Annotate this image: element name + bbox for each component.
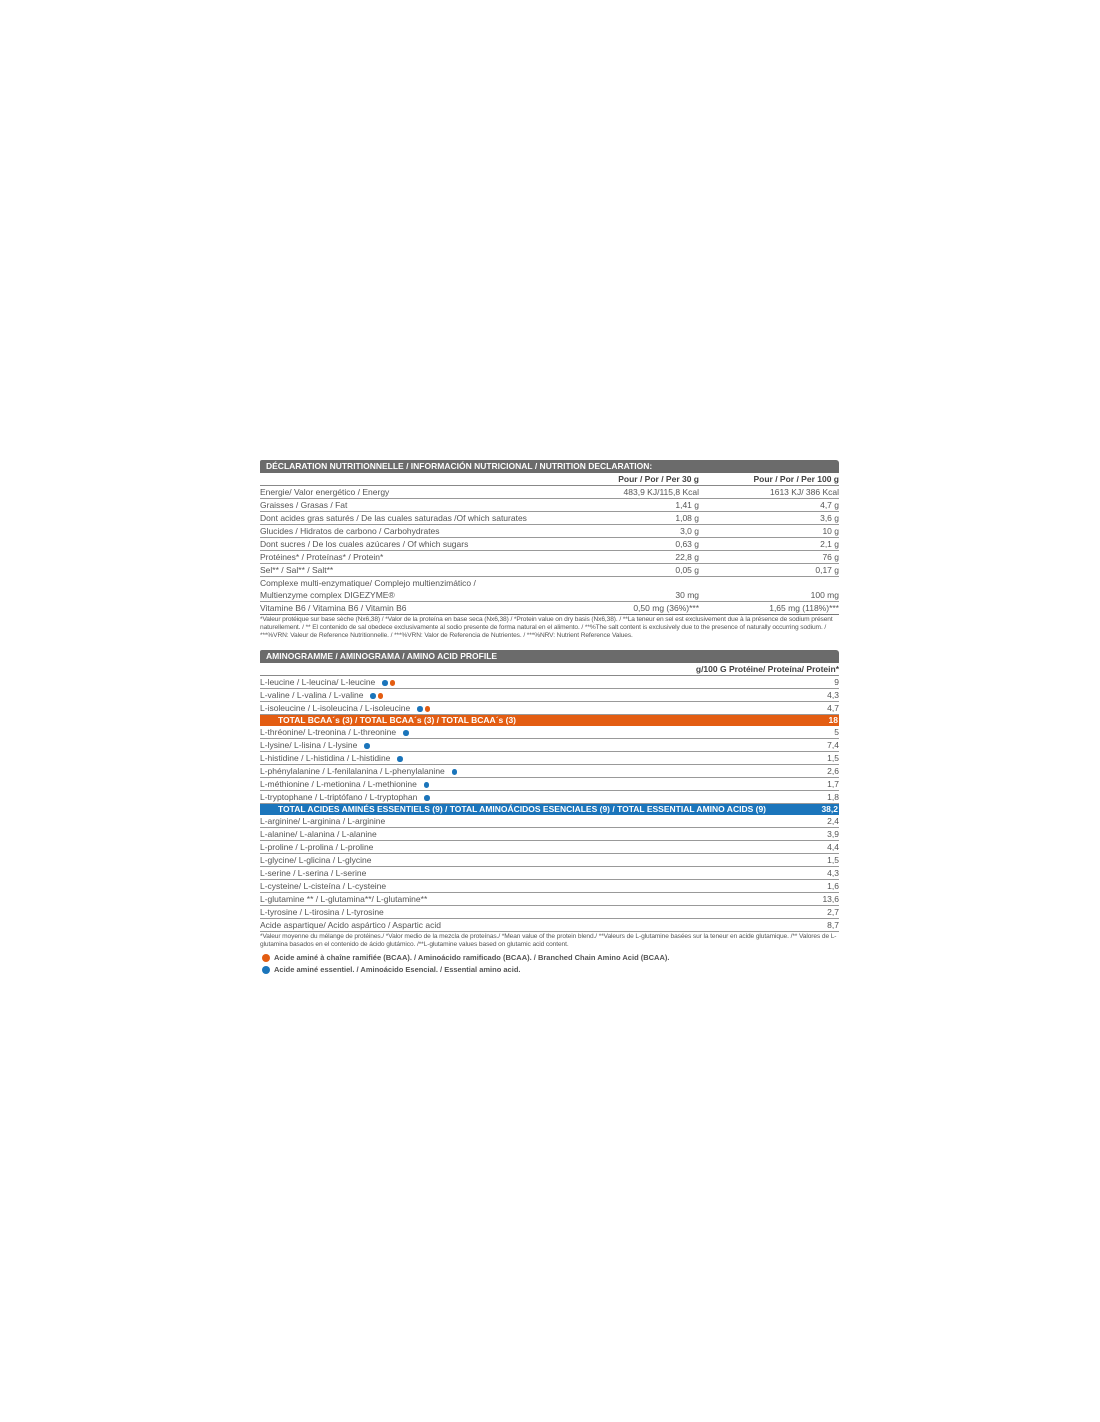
amino-value: 4,3 — [827, 868, 839, 878]
nutrition-row — [260, 538, 839, 551]
amino-label — [260, 702, 779, 714]
nutrition-rows — [260, 486, 839, 577]
bcaa-dot-icon — [390, 680, 396, 686]
essential-dot-icon — [397, 756, 403, 762]
nutrient-per-30g: 0,63 g — [675, 539, 699, 549]
amino-essential-rows — [260, 726, 839, 804]
amino-label — [260, 791, 779, 803]
amino-row — [260, 689, 839, 702]
amino-row — [260, 893, 839, 906]
amino-name: L-cysteine/ L-cisteína / L-cysteine — [260, 881, 387, 891]
amino-markers — [450, 766, 458, 776]
bcaa-dot-icon — [425, 706, 431, 712]
essential-legend-dot-icon — [262, 966, 270, 974]
amino-label — [260, 726, 779, 738]
amino-name: L-lysine/ L-lisina / L-lysine — [260, 740, 358, 750]
legend-text: Acide aminé à chaîne ramifiée (BCAA). / Aminoácido ramificado (BCAA). / Branched Chain Amino Acid (BCAA). — [274, 953, 670, 962]
amino-profile-header: AMINOGRAMME / AMINOGRAMA / AMINO ACID PROFILE — [260, 650, 839, 663]
amino-row — [260, 841, 839, 854]
amino-name: L-valine / L-valina / L-valine — [260, 690, 364, 700]
nutrient-label: Glucides / Hidratos de carbono / Carbohydrates — [260, 526, 440, 536]
amino-label — [260, 919, 779, 931]
nutrition-row — [260, 564, 839, 577]
amino-name: L-méthionine / L-metionina / L-methionine — [260, 779, 417, 789]
amino-value: 4,7 — [827, 703, 839, 713]
total-essential-value: 38,2 — [821, 804, 838, 814]
amino-label — [260, 689, 779, 701]
amino-value: 7,4 — [827, 740, 839, 750]
amino-value: 4,4 — [827, 842, 839, 852]
amino-row — [260, 919, 839, 932]
amino-name: L-serine / L-serina / L-serine — [260, 868, 367, 878]
amino-row — [260, 867, 839, 880]
amino-label — [260, 815, 779, 827]
amino-column-header: g/100 G Protéine/ Proteína/ Protein* — [260, 663, 839, 676]
nutrient-per-30g: 1,41 g — [675, 500, 699, 510]
amino-name: L-isoleucine / L-isoleucina / L-isoleucine — [260, 703, 411, 713]
nutrient-per-100g: 1613 KJ/ 386 Kcal — [770, 487, 839, 497]
amino-name: Acide aspartique/ Acido aspártico / Aspartic acid — [260, 920, 441, 930]
amino-markers — [401, 727, 409, 737]
amino-label — [260, 828, 779, 840]
amino-name: L-glycine/ L-glicina / L-glycine — [260, 855, 372, 865]
amino-value: 1,5 — [827, 855, 839, 865]
amino-row — [260, 702, 839, 715]
amino-label — [260, 739, 779, 751]
essential-dot-icon — [424, 782, 430, 788]
nutrition-row — [260, 499, 839, 512]
amino-value: 2,4 — [827, 816, 839, 826]
per-100g-header: Pour / Por / Per 100 g — [753, 474, 839, 484]
nutrient-label: Dont sucres / De los cuales azúcares / Of which sugars — [260, 539, 469, 549]
amino-value: 4,3 — [827, 690, 839, 700]
nutrient-label: Sel** / Sal** / Salt** — [260, 565, 334, 575]
total-bcaa-label: TOTAL BCAA´s (3) / TOTAL BCAA´s (3) / TOTAL BCAA´s (3) — [278, 715, 517, 725]
nutrient-label: Protéines* / Proteínas* / Protein* — [260, 552, 384, 562]
amino-name: L-histidine / L-histidina / L-histidine — [260, 753, 391, 763]
amino-markers — [422, 779, 430, 789]
nutrition-panel — [260, 460, 839, 976]
amino-value: 1,7 — [827, 779, 839, 789]
nutrition-row — [260, 525, 839, 538]
amino-label — [260, 854, 779, 866]
amino-name: L-thréonine/ L-treonina / L-threonine — [260, 727, 397, 737]
essential-dot-icon — [364, 743, 370, 749]
per-30g-header: Pour / Por / Per 30 g — [618, 474, 699, 484]
amino-label — [260, 906, 779, 918]
amino-markers — [415, 703, 430, 713]
amino-row — [260, 880, 839, 893]
legend-text: Acide aminé essentiel. / Aminoácido Esencial. / Essential amino acid. — [274, 965, 521, 974]
amino-name: L-arginine/ L-arginina / L-arginine — [260, 816, 386, 826]
amino-row — [260, 752, 839, 765]
amino-markers — [362, 740, 370, 750]
nutrition-row — [260, 486, 839, 499]
amino-name: L-phénylalanine / L-fenilalanina / L-phenylalanine — [260, 766, 445, 776]
amino-label — [260, 676, 779, 688]
essential-dot-icon — [382, 680, 388, 686]
amino-value: 2,7 — [827, 907, 839, 917]
nutrient-per-100g: 10 g — [822, 526, 839, 536]
nutrition-row — [260, 551, 839, 564]
essential-dot-icon — [452, 769, 458, 775]
amino-label — [260, 841, 779, 853]
amino-name: L-proline / L-prolina / L-proline — [260, 842, 374, 852]
amino-value: 8,7 — [827, 920, 839, 930]
nutrient-label: Dont acides gras saturés / De las cuales saturadas /Of which saturates — [260, 513, 527, 523]
nutrient-per-30g: 3,0 g — [680, 526, 699, 536]
legend-item — [260, 964, 839, 976]
nutrition-row-vitamin-b6 — [260, 602, 839, 615]
vitamin-label: Vitamine B6 / Vitamina B6 / Vitamin B6 — [260, 603, 407, 613]
legend-item — [260, 952, 839, 964]
bcaa-legend-dot-icon — [262, 954, 270, 962]
nutrient-label: Energie/ Valor energético / Energy — [260, 487, 390, 497]
amino-name: L-alanine/ L-alanina / L-alanine — [260, 829, 377, 839]
nutrient-per-100g: 2,1 g — [820, 539, 839, 549]
amino-value: 9 — [834, 677, 839, 687]
essential-dot-icon — [370, 693, 376, 699]
amino-legend — [260, 952, 839, 976]
amino-value: 2,6 — [827, 766, 839, 776]
amino-row — [260, 739, 839, 752]
amino-markers — [368, 690, 383, 700]
total-essential-bar — [260, 804, 839, 815]
essential-dot-icon — [403, 730, 409, 736]
amino-bcaa-rows — [260, 676, 839, 715]
amino-label — [260, 778, 779, 790]
amino-row — [260, 765, 839, 778]
amino-label — [260, 880, 779, 892]
enzyme-label-line2: Multienzyme complex DIGEZYME® — [260, 590, 395, 600]
amino-markers — [380, 677, 395, 687]
nutrition-row — [260, 512, 839, 525]
amino-value: 1,8 — [827, 792, 839, 802]
amino-value: 1,5 — [827, 753, 839, 763]
amino-row — [260, 778, 839, 791]
nutrient-per-100g: 3,6 g — [820, 513, 839, 523]
amino-value: 13,6 — [822, 894, 839, 904]
amino-markers — [395, 753, 403, 763]
total-bcaa-bar — [260, 715, 839, 726]
essential-dot-icon — [424, 795, 430, 801]
enzyme-per-100g: 100 mg — [810, 590, 839, 600]
amino-row — [260, 815, 839, 828]
nutrition-row-enzyme — [260, 577, 839, 602]
enzyme-per-30g: 30 mg — [675, 590, 699, 600]
amino-name: L-leucine / L-leucina/ L-leucine — [260, 677, 376, 687]
amino-name: L-tyrosine / L-tirosina / L-tyrosine — [260, 907, 384, 917]
enzyme-label-line1: Complexe multi-enzymatique/ Complejo multienzimático / — [260, 578, 476, 588]
vitamin-per-100g: 1,65 mg (118%)*** — [769, 603, 839, 613]
amino-value: 5 — [834, 727, 839, 737]
amino-row — [260, 791, 839, 804]
nutrient-per-30g: 22,8 g — [675, 552, 699, 562]
nutrient-per-30g: 483,9 KJ/115,8 Kcal — [623, 487, 699, 497]
amino-value: 1,6 — [827, 881, 839, 891]
amino-name: L-glutamine ** / L-glutamina**/ L-glutamine** — [260, 894, 428, 904]
amino-markers — [422, 792, 430, 802]
amino-label — [260, 867, 779, 879]
nutrient-label: Graisses / Grasas / Fat — [260, 500, 348, 510]
amino-row — [260, 854, 839, 867]
nutrient-per-100g: 0,17 g — [815, 565, 839, 575]
amino-label — [260, 752, 779, 764]
nutrient-per-100g: 4,7 g — [820, 500, 839, 510]
amino-label — [260, 893, 779, 905]
amino-value: 3,9 — [827, 829, 839, 839]
amino-row — [260, 828, 839, 841]
amino-footnote: *Valeur moyenne du mélange de protéines./ *Valor medio de la mezcla de proteínas./ *Mean value of the protein blend./ **Valeurs de L-glutamine basées sur la teneur en acide glutamique. /** Valores de L-glutamina basados en el contenido de ácido glutámico. /**L-glutamine values based on glutamic acid content. — [260, 933, 837, 948]
nutrition-column-headers — [260, 473, 839, 486]
essential-dot-icon — [417, 706, 423, 712]
nutrient-per-30g: 1,08 g — [675, 513, 699, 523]
amino-row — [260, 676, 839, 689]
amino-label — [260, 765, 779, 777]
amino-row — [260, 906, 839, 919]
nutrient-per-100g: 76 g — [822, 552, 839, 562]
amino-row — [260, 726, 839, 739]
vitamin-per-30g: 0,50 mg (36%)*** — [633, 603, 699, 613]
bcaa-dot-icon — [378, 693, 384, 699]
amino-name: L-tryptophane / L-triptófano / L-tryptophan — [260, 792, 418, 802]
amino-other-rows — [260, 815, 839, 932]
nutrition-footnote: *Valeur protéique sur base sèche (Nx6,38) / *Valor de la proteína en base seca (Nx6,38) / *Protein value on dry basis (Nx6,38). / **La teneur en sel est exclusivement due à la présence de sodium présent naturellement. / ** El contenido de sal obedece exclusivamente al sodio presente de forma natural en el alimento. / **%The salt content is exclusively due to the presence of naturally occurring sodium. / ***%VRN: Valeur de Reference Nutritionnelle. / ***%VRN: Valor de Referencia de Nutrientes. / ***%NRV: Nutrient Reference Values. — [260, 616, 833, 639]
nutrient-per-30g: 0,05 g — [675, 565, 699, 575]
total-bcaa-value: 18 — [828, 715, 838, 725]
nutrition-declaration-header: DÉCLARATION NUTRITIONNELLE / INFORMACIÓN NUTRICIONAL / NUTRITION DECLARATION: — [260, 460, 839, 473]
total-essential-label: TOTAL ACIDES AMINÉS ESSENTIELS (9) / TOTAL AMINOÁCIDOS ESENCIALES (9) / TOTAL ESSENTIAL AMINO ACIDS (9) — [278, 804, 767, 814]
